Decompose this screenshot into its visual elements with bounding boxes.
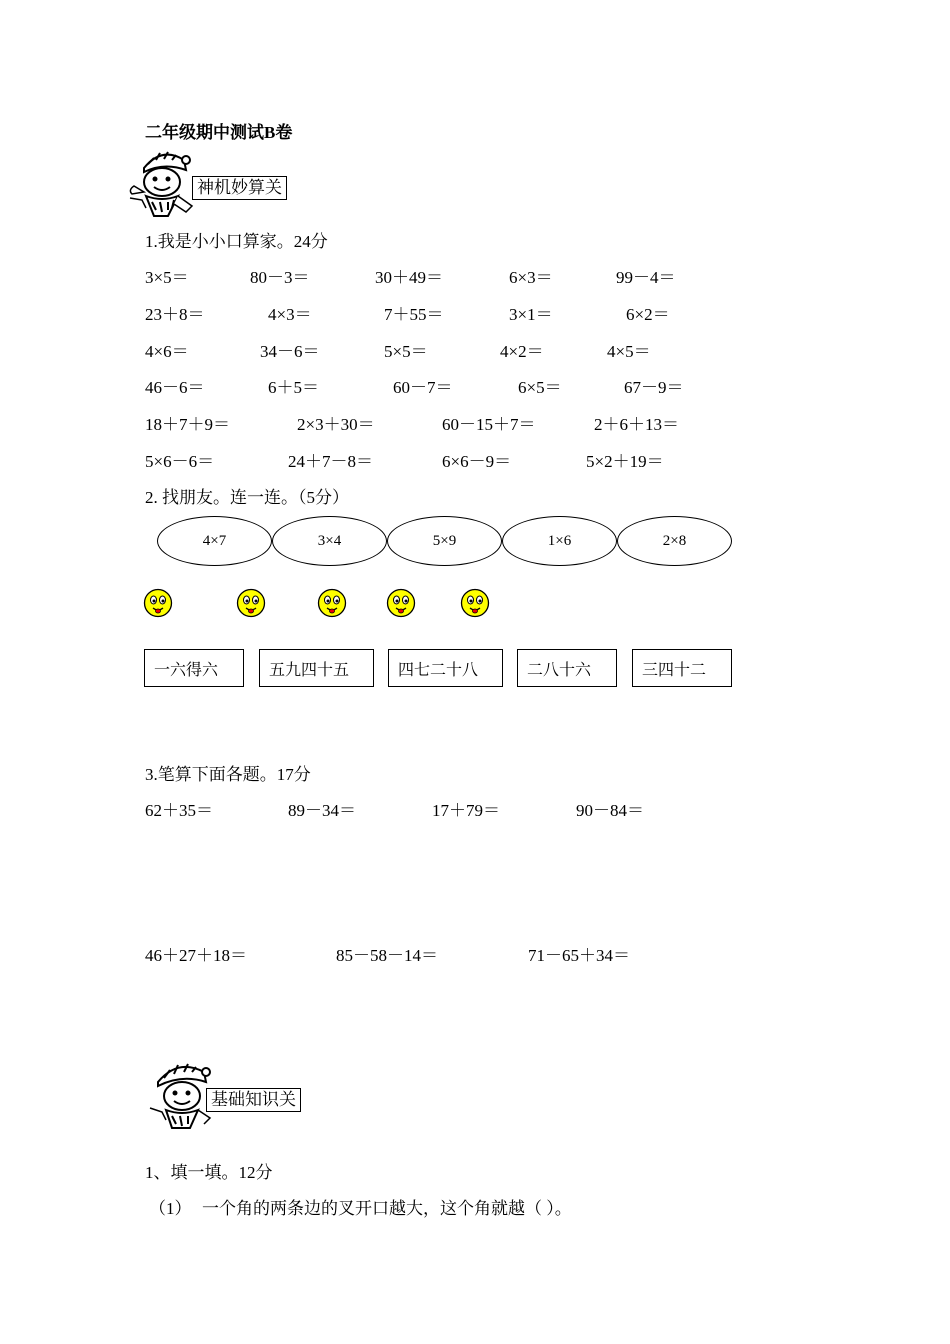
q1-item: 5×6－6＝ [145,452,215,471]
q1-item: 23＋8＝ [145,305,205,324]
q3-item: 85－58－14＝ [336,946,438,965]
page-title: 二年级期中测试B卷 [145,123,293,142]
q1-item: 4×5＝ [607,342,651,361]
q1-item: 3×1＝ [509,305,553,324]
smiley-icon [143,588,173,618]
q1-item: 24＋7－8＝ [288,452,373,471]
section-badge-2: 基础知识关 [206,1088,301,1112]
q1-item: 4×3＝ [268,305,312,324]
item-number: （1） [149,1199,192,1218]
smiley-icon [460,588,490,618]
oval-expression[interactable]: 4×7 [157,516,272,566]
answer-box[interactable]: 三四十二 [632,649,732,687]
q1-item: 67－9＝ [624,378,684,397]
answer-box[interactable]: 二八十六 [517,649,617,687]
q1-item: 60－7＝ [393,378,453,397]
q1-item: 2×3＋30＝ [297,415,375,434]
answer-box[interactable]: 四七二十八 [388,649,503,687]
answer-box[interactable]: 一六得六 [144,649,244,687]
oval-expression[interactable]: 5×9 [387,516,502,566]
q1-item: 80－3＝ [250,268,310,287]
q3-heading: 3.笔算下面各题。17分 [145,765,311,784]
smiley-icon [236,588,266,618]
section-badge-1: 神机妙算关 [192,176,287,200]
q1-item: 99－4＝ [616,268,676,287]
oval-expression[interactable]: 3×4 [272,516,387,566]
q3-item: 17＋79＝ [432,801,500,820]
q1-item: 6×3＝ [509,268,553,287]
oval-expression[interactable]: 1×6 [502,516,617,566]
smiley-icon [386,588,416,618]
q1-item: 4×2＝ [500,342,544,361]
smiley-icon [317,588,347,618]
q3-item: 89－34＝ [288,801,356,820]
q1-item: 5×5＝ [384,342,428,361]
clown-mascot-icon [124,146,200,218]
q3-item: 62＋35＝ [145,801,213,820]
q3-item: 90－84＝ [576,801,644,820]
answer-box[interactable]: 五九四十五 [259,649,374,687]
q1-item: 6×2＝ [626,305,670,324]
q1-item: 46－6＝ [145,378,205,397]
q3-item: 46＋27＋18＝ [145,946,247,965]
q1-item: 7＋55＝ [384,305,444,324]
q1-item: 30＋49＝ [375,268,443,287]
fill-in-heading: 1、填一填。12分 [145,1163,273,1182]
q1-item: 18＋7＋9＝ [145,415,230,434]
q1-item: 34－6＝ [260,342,320,361]
q1-heading: 1.我是小小口算家。24分 [145,232,328,251]
q3-item: 71－65＋34＝ [528,946,630,965]
item-text: 一个角的两条边的叉开口越大，这个角就越（ ）。 [202,1199,572,1218]
q1-item: 6×5＝ [518,378,562,397]
q1-item: 2＋6＋13＝ [594,415,679,434]
q2-heading: 2. 找朋友。连一连。（5分） [145,488,349,507]
q1-item: 4×6＝ [145,342,189,361]
q1-item: 3×5＝ [145,268,189,287]
q1-item: 6×6－9＝ [442,452,512,471]
q1-item: 5×2＋19＝ [586,452,664,471]
q1-item: 6＋5＝ [268,378,319,397]
oval-expression[interactable]: 2×8 [617,516,732,566]
q1-item: 60－15＋7＝ [442,415,536,434]
